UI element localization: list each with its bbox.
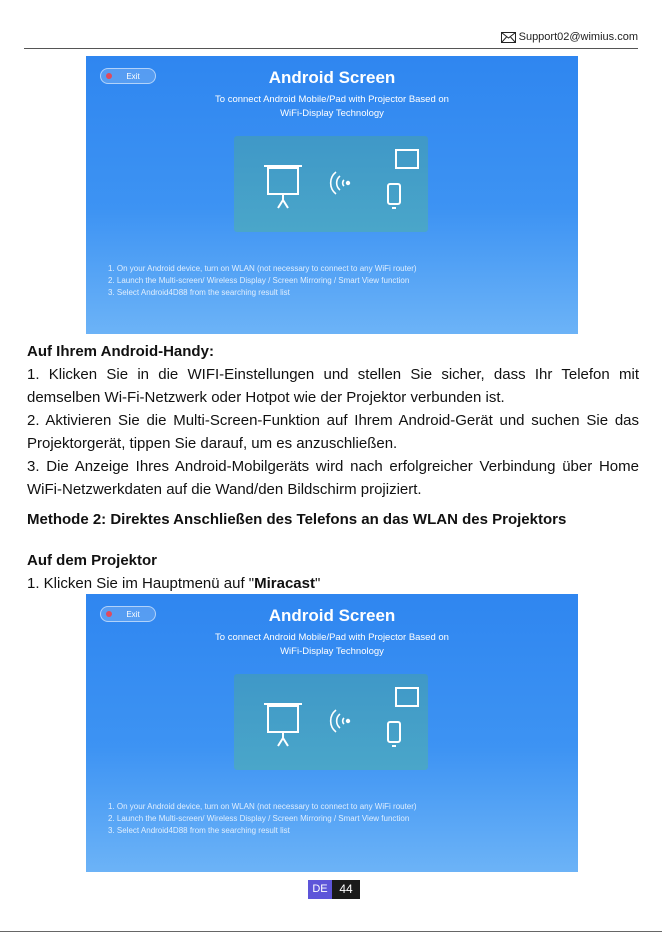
support-email: Support02@wimius.com xyxy=(518,31,638,43)
screen-title: Android Screen xyxy=(268,606,396,625)
android-screen-screenshot-2 xyxy=(86,594,578,872)
instruction-steps: 1. On your Android device, turn on WLAN (not necessary to connect to any WiFi router) 2. Launch the Multi-screen/ Wireless Display / Screen Mirroring / Smart View function 3. Select Android4D88 from the searching result list xyxy=(108,802,417,835)
wifi-signal-icon xyxy=(331,710,350,732)
android-instructions xyxy=(27,340,639,501)
device-illustration xyxy=(234,674,428,770)
projector-screen-icon xyxy=(264,166,302,208)
bottom-divider xyxy=(0,931,662,932)
miracast-step: 1. Klicken Sie im Hauptmenü auf "Miracast" xyxy=(27,575,321,592)
language-badge: DE xyxy=(308,880,332,899)
section-heading: Auf Ihrem Android-Handy: xyxy=(27,343,214,360)
projector-subheading: Auf dem Projektor xyxy=(27,552,158,569)
android-screen-screenshot xyxy=(86,56,578,334)
instruction-paragraph-1: 1. Klicken Sie in die WIFI-Einstellungen und stellen Sie sicher, dass Ihr Telefon mit demselben Wi-Fi-Netzwerk oder Hotpot wie der Projektor verbunden ist. xyxy=(27,366,639,406)
header-divider xyxy=(24,48,638,49)
device-illustration xyxy=(234,136,428,232)
header-email xyxy=(501,31,638,43)
tablet-icon xyxy=(396,688,418,706)
exit-button[interactable]: Exit xyxy=(100,606,156,622)
tablet-icon xyxy=(396,150,418,168)
screen-subtitle: To connect Android Mobile/Pad with Projector Based on WiFi-Display Technology xyxy=(215,94,449,119)
wifi-signal-icon xyxy=(331,172,350,194)
exit-button[interactable]: Exit xyxy=(100,68,156,84)
mail-icon xyxy=(501,32,516,43)
miracast-label: Miracast xyxy=(254,575,315,592)
phone-icon xyxy=(388,722,400,746)
phone-icon xyxy=(388,184,400,208)
screen-subtitle: To connect Android Mobile/Pad with Projector Based on WiFi-Display Technology xyxy=(215,632,449,657)
page-footer xyxy=(308,880,360,899)
method-2-section xyxy=(27,508,639,595)
page-number: 44 xyxy=(332,880,360,899)
screen-title: Android Screen xyxy=(268,68,396,87)
instruction-paragraph-2: 2. Aktivieren Sie die Multi-Screen-Funktion auf Ihrem Android-Gerät und suchen Sie das Projektorgerät, tippen Sie darauf, um es anzuschließen. xyxy=(27,412,639,452)
instruction-paragraph-3: 3. Die Anzeige Ihres Android-Mobilgeräts wird nach erfolgreicher Verbindung über Home WiFi-Netzwerkdaten auf die Wand/den Bildschirm projiziert. xyxy=(27,458,639,498)
instruction-steps: 1. On your Android device, turn on WLAN (not necessary to connect to any WiFi router) 2. Launch the Multi-screen/ Wireless Display / Screen Mirroring / Smart View function 3. Select Android4D88 from the searching result list xyxy=(108,264,417,297)
projector-screen-icon xyxy=(264,704,302,746)
method-heading: Methode 2: Direktes Anschließen des Telefons an das WLAN des Projektors xyxy=(27,511,567,528)
